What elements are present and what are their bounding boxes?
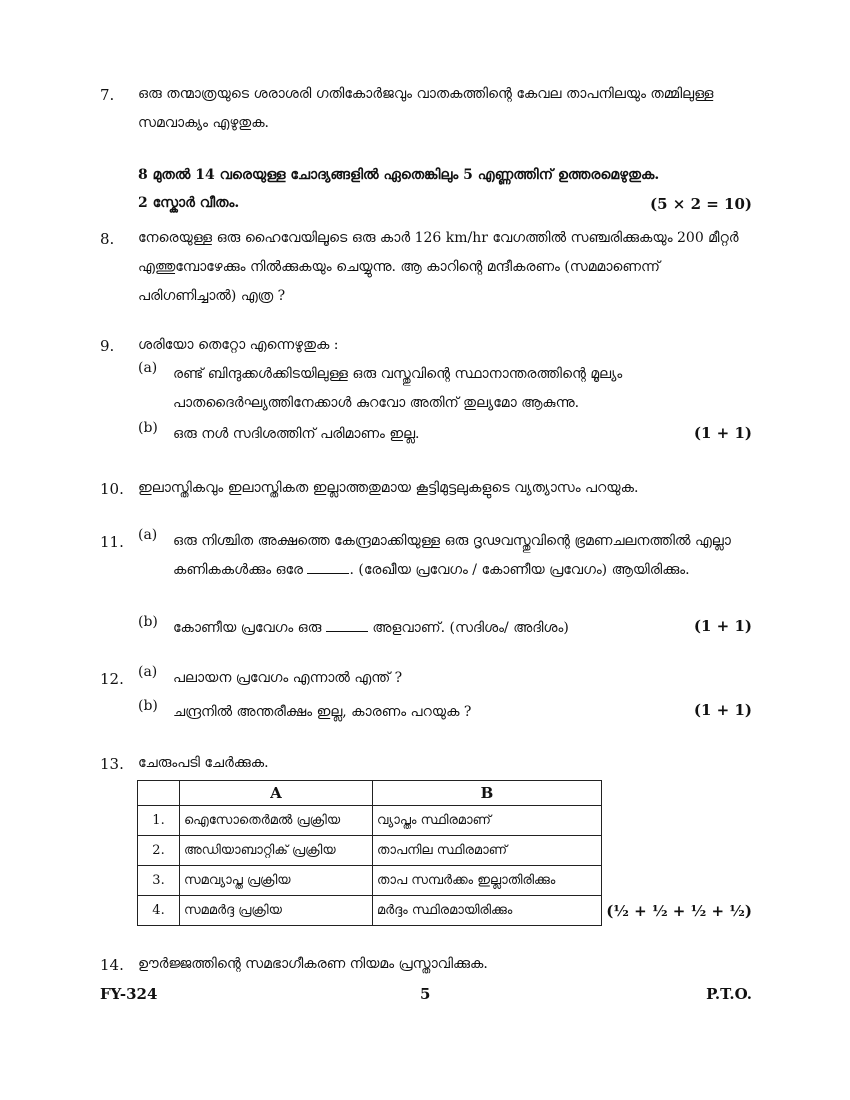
sub-text-part-2: . (രേഖീയ പ്രവേഗം / കോണീയ പ്രവേഗം) ആയിരിക്കും.	[349, 562, 690, 578]
section-marks: (5 × 2 = 10)	[650, 195, 752, 213]
question-number: 13.	[100, 755, 124, 773]
paper-code: FY-324	[100, 985, 158, 1003]
score-text: 2 സ്കോർ വീതം.	[138, 195, 240, 211]
sub-label: (a)	[138, 527, 158, 543]
sub-text-part-1: ഒരു നിശ്ചിത അക്ഷത്തെ കേന്ദ്രമാക്കിയുള്ള ഒരു ദൃഢവസ്തുവിന്റെ ഭ്രമണചലനത്തിൽ എല്ലാ കണികകൾക്കും ഒരേ	[173, 533, 731, 578]
table-header-cell: B	[373, 781, 602, 806]
answer-blank	[326, 619, 368, 632]
question-number: 14.	[100, 956, 124, 974]
sub-label: (b)	[138, 614, 158, 630]
table-header-cell	[138, 781, 180, 806]
table-cell: താപ സമ്പർക്കം ഇല്ലാതിരിക്കും	[373, 866, 602, 896]
sub-text: ചന്ദ്രനിൽ അന്തരീക്ഷം ഇല്ല, കാരണം പറയുക ?	[173, 704, 472, 720]
table-cell: വ്യാപ്തം സ്ഥിരമാണ്	[373, 806, 602, 836]
table-cell: 1.	[138, 806, 180, 836]
match-table	[137, 780, 602, 926]
question-marks: (1 + 1)	[693, 701, 752, 719]
sub-label: (b)	[138, 420, 158, 436]
table-cell: 2.	[138, 836, 180, 866]
question-text: ശരിയോ തെറ്റോ എന്നെഴുതുക :	[138, 337, 339, 353]
table-cell: സമവ്യാപ്ത പ്രക്രിയ	[180, 866, 373, 896]
question-text: ചേരുംപടി ചേർക്കുക.	[138, 755, 269, 771]
table-header-cell: A	[180, 781, 373, 806]
question-number: 10.	[100, 480, 124, 498]
table-row	[138, 866, 602, 896]
sub-text: പലായന പ്രവേഗം എന്നാൽ എന്ത് ?	[173, 670, 403, 686]
sub-text: രണ്ട് ബിന്ദുക്കൾക്കിടയിലുള്ള ഒരു വസ്തുവിന്റെ സ്ഥാനാന്തരത്തിന്റെ മൂല്യം പാതദൈർഘ്യത്തിനേക്കാൾ കുറവോ അതിന് തുല്യമോ ആകുന്നു.	[173, 366, 623, 411]
question-number: 11.	[100, 533, 124, 551]
table-cell: 4.	[138, 896, 180, 926]
question-marks: (1 + 1)	[693, 617, 752, 635]
table-cell: അഡിയാബാറ്റിക് പ്രക്രിയ	[180, 836, 373, 866]
table-cell: 3.	[138, 866, 180, 896]
table-cell: മർദ്ദം സ്ഥിരമായിരിക്കും	[373, 896, 602, 926]
question-text: ഊർജ്ജത്തിന്റെ സമഭാഗീകരണ നിയമം പ്രസ്താവിക്കുക.	[138, 956, 488, 972]
question-text: ഇലാസ്തികവും ഇലാസ്തികത ഇല്ലാത്തതുമായ കൂട്ടിമുട്ടലുകളുടെ വ്യത്യാസം പറയുക.	[138, 480, 639, 496]
sub-text	[173, 527, 753, 585]
sub-text-part-1: കോണീയ പ്രവേഗം ഒരു	[173, 620, 322, 636]
answer-blank	[307, 561, 349, 574]
question-marks: (½ + ½ + ½ + ½)	[606, 902, 752, 920]
sub-text: ഒരു നൾ സദിശത്തിന് പരിമാണം ഇല്ല.	[173, 426, 420, 442]
table-row	[138, 806, 602, 836]
sub-label: (a)	[138, 664, 158, 680]
question-number: 9.	[100, 337, 115, 355]
sub-text-part-2: അളവാണ്. (സദിശം/ അദിശം)	[372, 620, 569, 636]
table-cell: താപനില സ്ഥിരമാണ്	[373, 836, 602, 866]
table-cell: സമമർദ്ദ പ്രക്രിയ	[180, 896, 373, 926]
pto-label: P.T.O.	[706, 985, 752, 1003]
question-text: ഒരു തന്മാത്രയുടെ ശരാശരി ഗതികോർജവും വാതകത്തിന്റെ കേവല താപനിലയും തമ്മിലുള്ള സമവാക്യം എഴുതുക.	[138, 86, 714, 131]
question-marks: (1 + 1)	[693, 424, 752, 442]
question-text: നേരെയുള്ള ഒരു ഹൈവേയിലൂടെ ഒരു കാർ 126 km/hr വേഗത്തിൽ സഞ്ചരിക്കുകയും 200 മീറ്റർ എത്തുമ്പോഴേക്കും നിൽക്കുകയും ചെയ്യുന്നു. ആ കാറിന്റെ മന്ദീകരണം (സമമാണെന്ന് പരിഗണിച്ചാൽ) എത്ര ?	[138, 230, 739, 304]
sub-text	[173, 614, 753, 643]
table-row	[138, 896, 602, 926]
instruction-text: 8 മുതൽ 14 വരെയുള്ള ചോദ്യങ്ങളിൽ ഏതെങ്കിലും 5 എണ്ണത്തിന് ഉത്തരമെഴുതുക.	[138, 167, 660, 183]
sub-label: (b)	[138, 698, 158, 714]
question-number: 8.	[100, 230, 115, 248]
question-number: 12.	[100, 670, 124, 688]
question-number: 7.	[100, 86, 115, 104]
table-cell: ഐസോതെർമൽ പ്രക്രിയ	[180, 806, 373, 836]
sub-label: (a)	[138, 360, 158, 376]
page-number: 5	[420, 985, 431, 1003]
table-header-row	[138, 781, 602, 806]
table-row	[138, 836, 602, 866]
